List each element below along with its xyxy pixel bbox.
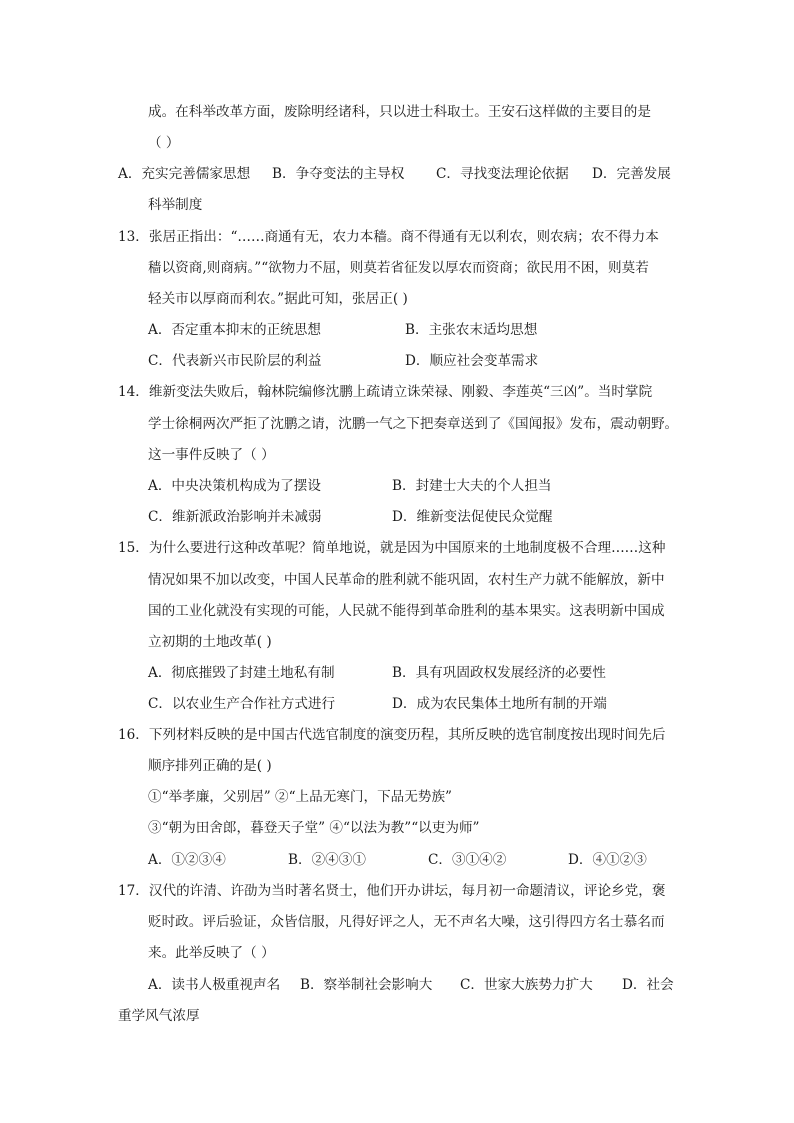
q12-option-d-cont: 科举制度 bbox=[148, 197, 203, 213]
q15-line3: 国的工业化就没有实现的可能，人民就不能得到革命胜利的基本果实。这表明新中国成 bbox=[148, 603, 665, 619]
q12-option-a: A．充实完善儒家思想 bbox=[118, 166, 251, 182]
q15-option-a: A．彻底摧毁了封建土地私有制 bbox=[148, 665, 335, 681]
q16-material2: ③“朝为田舍郎，暮登天子堂” ④“以法为教”“以吏为师” bbox=[148, 820, 480, 836]
q16-line2: 顺序排列正确的是( ) bbox=[148, 758, 272, 774]
q15-option-d: D．成为农民集体土地所有制的开端 bbox=[392, 696, 607, 712]
q15-option-c: C．以农业生产合作社方式进行 bbox=[148, 696, 336, 712]
q16-option-a: A．①②③④ bbox=[148, 852, 226, 868]
q17-line2: 贬时政。评后验证，众皆信服，凡得好评之人，无不声名大噪，这引得四方名士慕名而 bbox=[148, 914, 665, 930]
q16-option-b: B．②④③① bbox=[288, 852, 366, 868]
q13-option-c: C．代表新兴市民阶层的利益 bbox=[148, 353, 322, 369]
q14-option-b: B．封建士大夫的个人担当 bbox=[392, 478, 552, 494]
q13-option-d: D．顺应社会变革需求 bbox=[405, 353, 539, 369]
q13-option-a: A．否定重本抑末的正统思想 bbox=[148, 322, 321, 338]
q17-option-d-cont: 重学风气浓厚 bbox=[118, 1008, 200, 1024]
q12-option-c: C．寻找变法理论依据 bbox=[436, 166, 569, 182]
q17-option-b: B．察举制社会影响大 bbox=[300, 977, 433, 993]
q13-option-b: B．主张农末适均思想 bbox=[405, 322, 538, 338]
q14-option-d: D．维新变法促使民众觉醒 bbox=[392, 509, 553, 525]
q15-line4: 立初期的土地改革( ) bbox=[148, 634, 272, 650]
q13-line2: 穑以资商,则商病。”“欲物力不屈，则莫若省征发以厚农而资商；欲民用不困，则莫若 bbox=[148, 260, 649, 276]
q15-line2: 情况如果不加以改变，中国人民革命的胜利就不能巩固，农村生产力就不能解放，新中 bbox=[148, 572, 665, 588]
q17-option-a: A．读书人极重视声名 bbox=[148, 977, 281, 993]
q14-option-a: A．中央决策机构成为了摆设 bbox=[148, 478, 321, 494]
q12-option-d: D．完善发展 bbox=[592, 166, 671, 182]
q14-line2: 学士徐桐两次严拒了沈鹏之请，沈鹏一气之下把奏章送到了《国闻报》发布，震动朝野。 bbox=[148, 416, 679, 432]
q16-material1: ①“举孝廉，父别居” ②“上品无寒门，下品无势族” bbox=[148, 789, 452, 805]
q15-line1: 15．为什么要进行这种改革呢？简单地说，就是因为中国原来的土地制度极不合理……这种 bbox=[118, 540, 666, 556]
q17-option-d: D．社会 bbox=[622, 977, 674, 993]
q17-line1: 17．汉代的许清、许劭为当时著名贤士，他们开办讲坛，每月初一命题清议，评论乡党，褒 bbox=[118, 883, 666, 899]
q15-option-b: B．具有巩固政权发展经济的必要性 bbox=[392, 665, 606, 681]
q17-line3: 来。此举反映了（ ） bbox=[148, 945, 275, 961]
q14-line1: 14．维新变法失败后，翰林院编修沈鹏上疏请立诛荣禄、刚毅、李莲英“三凶”。当时掌院 bbox=[118, 384, 653, 400]
q13-line3: 轻关市以厚商而利农。”据此可知，张居正( ) bbox=[148, 291, 408, 307]
q16-option-c: C．③①④② bbox=[428, 852, 507, 868]
q12-option-b: B．争夺变法的主导权 bbox=[272, 166, 405, 182]
q13-line1: 13．张居正指出：“……商通有无，农力本穑。商不得通有无以利农，则农病；农不得力本 bbox=[118, 229, 659, 245]
q14-option-c: C．维新派政治影响并未减弱 bbox=[148, 509, 322, 525]
q17-option-c: C．世家大族势力扩大 bbox=[460, 977, 593, 993]
q12-stem-line2: （ ） bbox=[148, 135, 180, 151]
q16-option-d: D．④①②③ bbox=[568, 852, 647, 868]
q16-line1: 16．下列材料反映的是中国古代选官制度的演变历程，其所反映的选官制度按出现时间先后 bbox=[118, 727, 666, 743]
q12-stem-line1: 成。在科举改革方面，废除明经诸科，只以进士科取士。王安石这样做的主要目的是 bbox=[148, 104, 651, 120]
q14-line3: 这一事件反映了（ ） bbox=[148, 447, 275, 463]
